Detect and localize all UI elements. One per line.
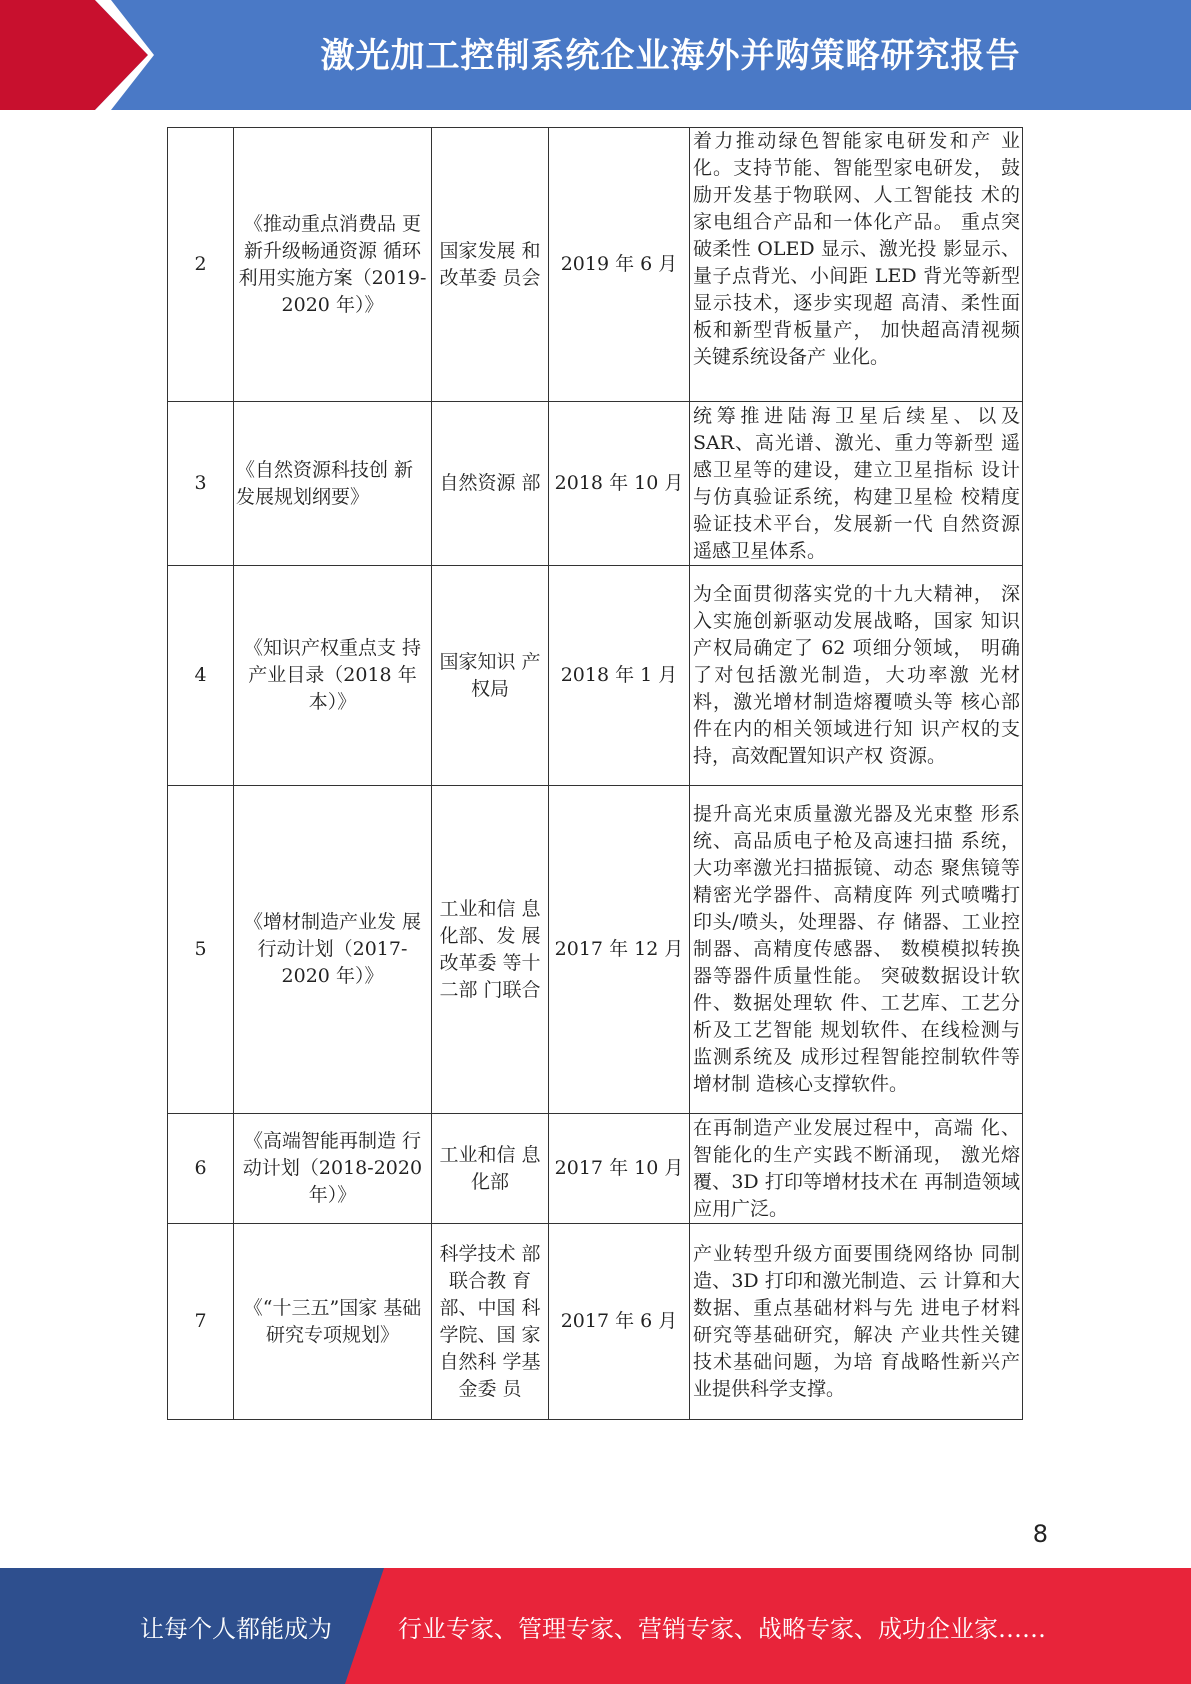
table-row: [168, 786, 1023, 1114]
row-number: 6: [168, 1114, 234, 1224]
policy-content: 统筹推进陆海卫星后续星、以及 SAR、高光谱、激光、重力等新型 遥感卫星等的建设，建立卫星指标 设计与仿真验证系统，构建卫星检 校精度验证技术平台，发展新一代 自然资源遥感卫星体系。: [690, 402, 1023, 566]
row-number: 2: [168, 128, 234, 402]
header-band: [0, 0, 1191, 110]
report-title: 激光加工控制系统企业海外并购策略研究报告: [320, 35, 1021, 76]
policy-content: 在再制造产业发展过程中，高端 化、智能化的生产实践不断涌现， 激光熔覆、3D 打印等增材技术在 再制造领域应用广泛。: [690, 1114, 1023, 1224]
issue-date: 2018 年 10 月: [549, 402, 690, 566]
issuing-department: 工业和信 息化部: [432, 1114, 549, 1224]
issue-date: 2017 年 12 月: [549, 786, 690, 1114]
issuing-department: 国家知识 产权局: [432, 566, 549, 786]
table-row: [168, 128, 1023, 402]
issue-date: 2017 年 6 月: [549, 1224, 690, 1420]
issue-date: 2019 年 6 月: [549, 128, 690, 402]
footer-slogan-left: 让每个人都能成为: [140, 1614, 332, 1643]
policy-content: 为全面贯彻落实党的十九大精神， 深入实施创新驱动发展战略，国家 知识产权局确定了 62 项细分领域， 明确了对包括激光制造，大功率激 光材料，激光增材制造熔覆喷头等 核心部件在内的相关领域进行知 识产权的支持，高效配置知识产权 资源。: [690, 566, 1023, 786]
row-number: 7: [168, 1224, 234, 1420]
table-row: [168, 402, 1023, 566]
issue-date: 2018 年 1 月: [549, 566, 690, 786]
policy-content: 提升高光束质量激光器及光束整 形系统、高品质电子枪及高速扫描 系统，大功率激光扫描振镜、动态 聚焦镜等精密光学器件、高精度阵 列式喷嘴打印头/喷头，处理器、存 储器、工业控制器、高精度传感器、 数模模拟转换器等器件质量性能。 突破数据设计软件、数据处理软 件、工艺库、工艺分析及工艺智能 规划软件、在线检测与监测系统及 成形过程智能控制软件等增材制 造核心支撑软件。: [690, 786, 1023, 1114]
table-row: [168, 1224, 1023, 1420]
policy-content: 着力推动绿色智能家电研发和产 业化。支持节能、智能型家电研发， 鼓励开发基于物联网、人工智能技 术的家电组合产品和一体化产品。 重点突破柔性 OLED 显示、激光投 影显示、量子点背光、小间距 LED 背光等新型显示技术，逐步实现超 高清、柔性面板和新型背板量产， 加快超高清视频关键系统设备产 业化。: [690, 128, 1023, 402]
page-number: 8: [1032, 1520, 1048, 1548]
footer-slogan-right: 行业专家、管理专家、营销专家、战略专家、成功企业家……: [398, 1614, 1046, 1643]
chevron-logo-icon: [0, 0, 160, 110]
policy-name: 《“十三五”国家 基础研究专项规划》: [234, 1224, 432, 1420]
policy-name: 《自然资源科技创 新发展规划纲要》: [234, 402, 432, 566]
issuing-department: 科学技术 部联合教 育部、中国 科学院、国 家自然科 学基金委 员: [432, 1224, 549, 1420]
table-row: [168, 1114, 1023, 1224]
footer-band: [0, 1568, 1191, 1684]
policy-table: [167, 127, 1023, 1420]
row-number: 3: [168, 402, 234, 566]
issuing-department: 国家发展 和改革委 员会: [432, 128, 549, 402]
policy-name: 《增材制造产业发 展行动计划（2017-2020 年）》: [234, 786, 432, 1114]
policy-name: 《知识产权重点支 持产业目录（2018 年本）》: [234, 566, 432, 786]
row-number: 5: [168, 786, 234, 1114]
policy-name: 《推动重点消费品 更新升级畅通资源 循环利用实施方案（2019-2020 年）》: [234, 128, 432, 402]
issuing-department: 工业和信 息化部、发 展改革委 等十二部 门联合: [432, 786, 549, 1114]
issue-date: 2017 年 10 月: [549, 1114, 690, 1224]
issuing-department: 自然资源 部: [432, 402, 549, 566]
table-row: [168, 566, 1023, 786]
row-number: 4: [168, 566, 234, 786]
policy-name: 《高端智能再制造 行动计划（2018-2020 年）》: [234, 1114, 432, 1224]
policy-content: 产业转型升级方面要围绕网络协 同制造、3D 打印和激光制造、云 计算和大数据、重点基础材料与先 进电子材料研究等基础研究，解决 产业共性关键技术基础问题，为培 育战略性新兴产业提供科学支撑。: [690, 1224, 1023, 1420]
